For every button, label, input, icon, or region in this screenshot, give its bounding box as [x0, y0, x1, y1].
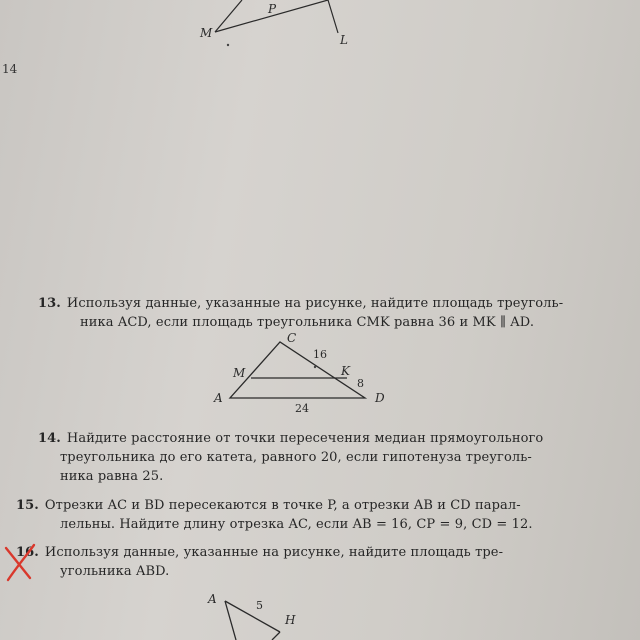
value-ah: 5 — [256, 599, 263, 612]
label-d: D — [375, 391, 385, 405]
problem-text: угольника ABD. — [60, 564, 170, 579]
top-label-l: L — [340, 33, 348, 47]
problem-16 — [16, 543, 503, 581]
problem-number: 16. — [16, 545, 39, 560]
problem-number: 13. — [38, 296, 61, 311]
label-a: A — [208, 592, 217, 606]
problem-text: Отрезки AC и BD пересекаются в точке P, а отрезки AB и CD парал- — [44, 498, 521, 513]
top-figure-dot — [227, 44, 229, 46]
red-cross-mark — [0, 542, 44, 584]
problem-text: Используя данные, указанные на рисунке, найдите площадь тре- — [44, 545, 504, 560]
problem-14 — [38, 429, 543, 486]
problem-number: 15. — [16, 498, 39, 513]
value-kd: 8 — [357, 377, 364, 390]
top-label-m: M — [200, 26, 213, 40]
problem-text: лельны. Найдите длину отрезка AC, если AB = 16, CP = 9, CD = 12. — [60, 517, 533, 532]
top-figure — [180, 0, 380, 50]
top-label-p: P — [268, 2, 277, 16]
margin-mark: 14 — [2, 62, 18, 76]
label-m: M — [233, 366, 246, 380]
label-k: K — [341, 364, 350, 378]
value-ad: 24 — [295, 402, 309, 415]
fig13-dot — [314, 366, 316, 368]
problem-text: Используя данные, указанные на рисунке, найдите площадь треуголь- — [66, 296, 564, 311]
top-figure-edge — [328, 0, 338, 33]
problem-number: 14. — [38, 431, 61, 446]
label-h: H — [285, 613, 296, 627]
figure-13 — [205, 330, 405, 420]
value-ck: 16 — [313, 348, 327, 361]
problem-text: Найдите расстояние от точки пересечения медиан прямоугольного — [66, 431, 544, 446]
label-c: C — [287, 331, 297, 345]
top-figure-edge — [215, 0, 242, 32]
problem-text: треугольника до его катета, равного 20, если гипотенуза треуголь- — [60, 450, 532, 465]
problem-text: ника ACD, если площадь треугольника CMK равна 36 и MK ∥ AD. — [80, 315, 535, 330]
figure-16 — [200, 588, 320, 640]
problem-15 — [16, 496, 533, 534]
segment-h — [272, 632, 280, 640]
problem-13 — [38, 294, 563, 332]
problem-text: ника равна 25. — [60, 469, 164, 484]
segment-ah — [225, 601, 280, 632]
label-a: A — [214, 391, 223, 405]
